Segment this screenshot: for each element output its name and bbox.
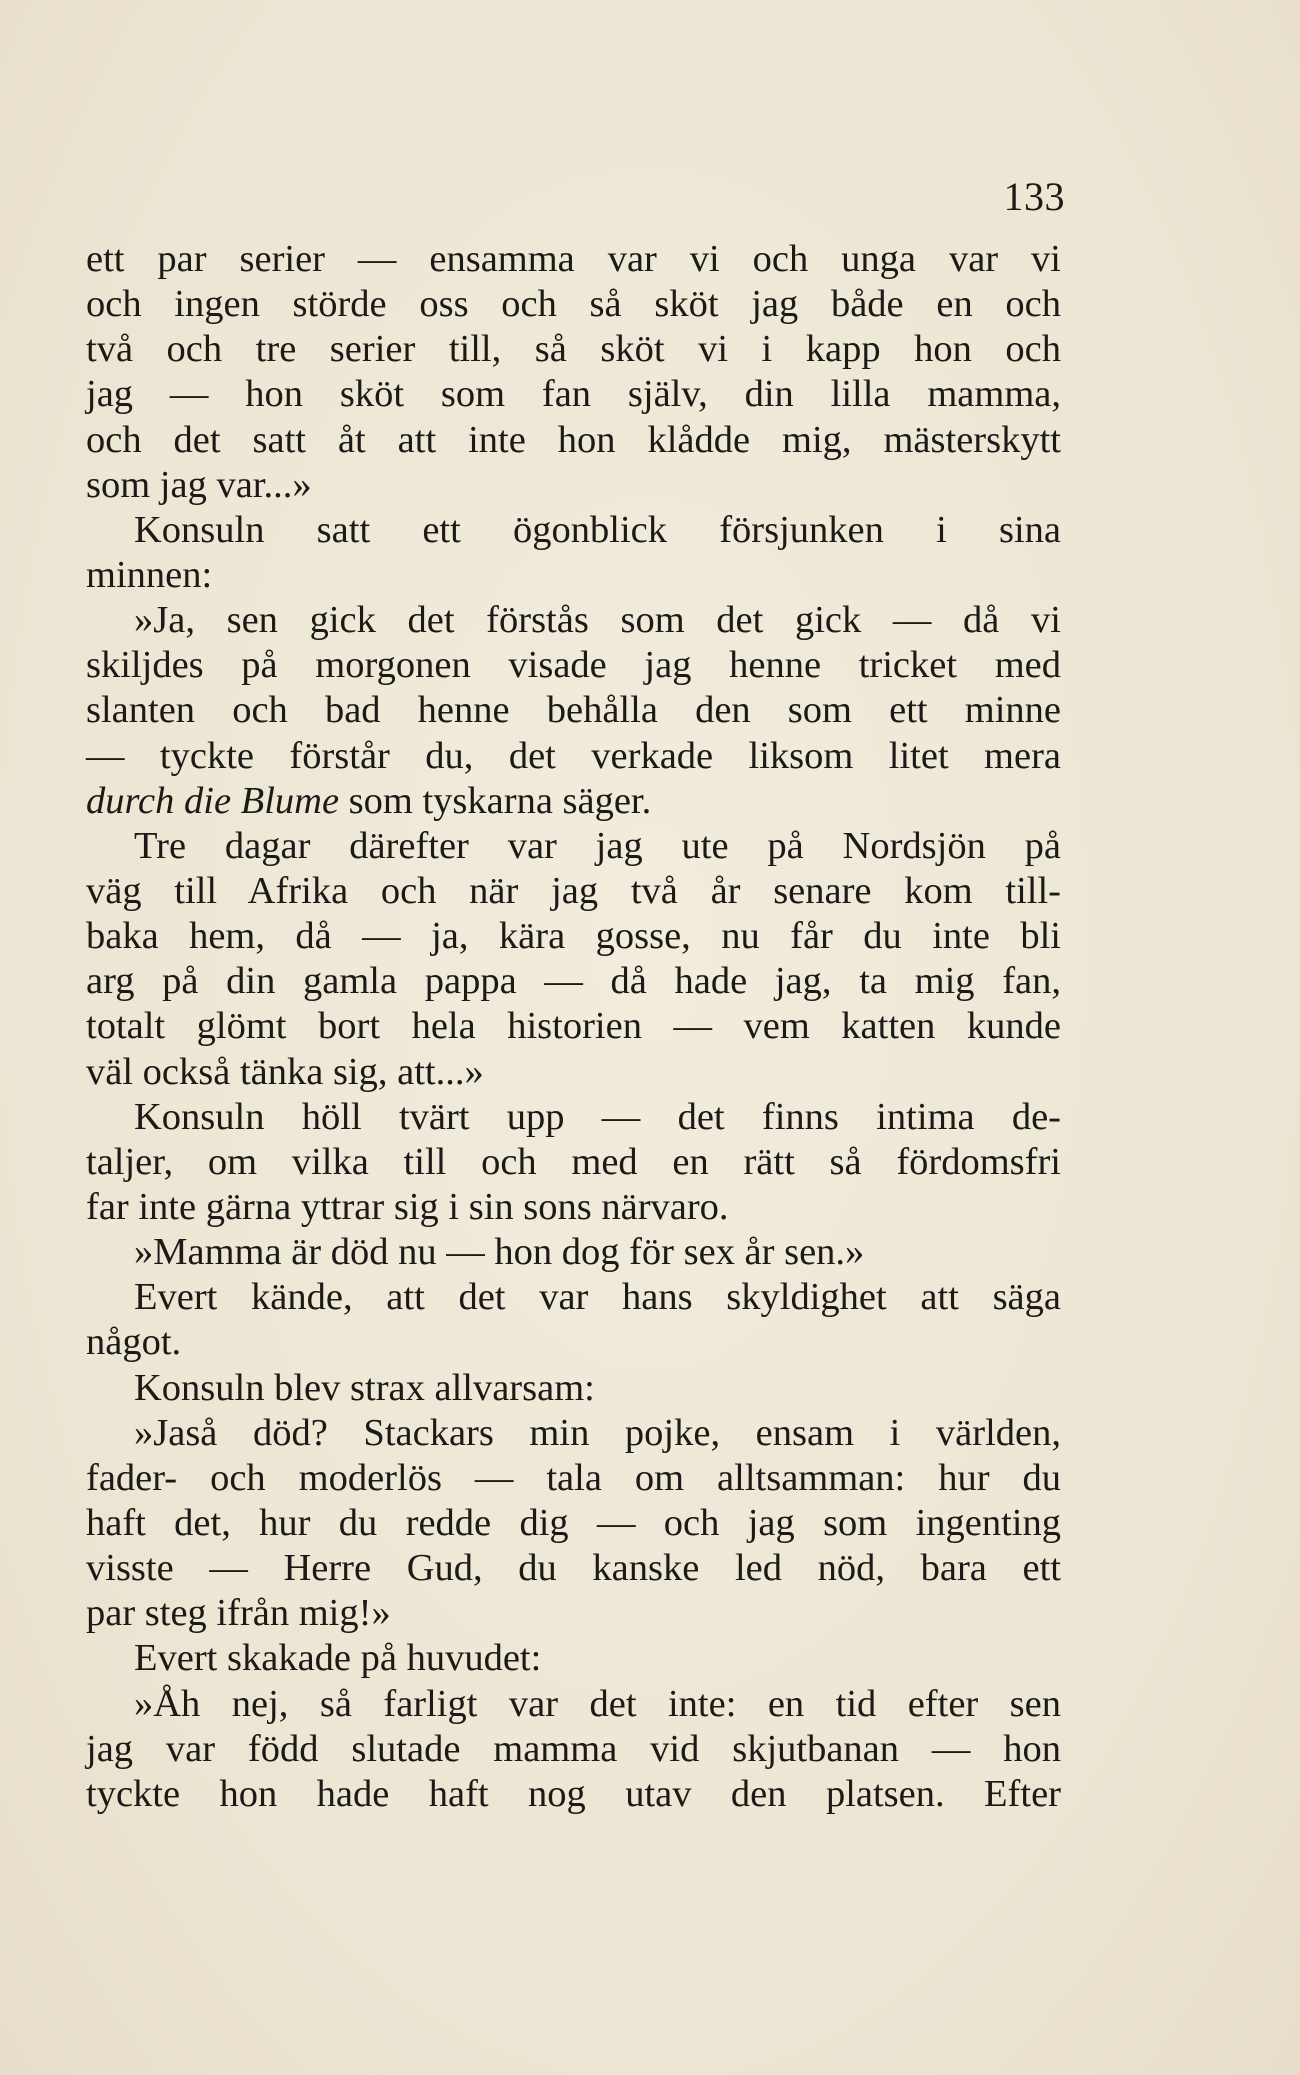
- paragraph-start-line: Evert skakade på huvudet:: [134, 1637, 542, 1680]
- text-line: arg på din gamla pappa — då hade jag, ta mig fan,: [86, 960, 1061, 1003]
- text-line: ett par serier — ensamma var vi och unga var vi: [86, 238, 1061, 280]
- text-line: — tyckte förstår du, det verkade liksom litet mera: [86, 734, 1061, 777]
- text-line: baka hem, då — ja, kära gosse, nu får du inte bli: [86, 915, 1061, 958]
- text-line: något.: [86, 1321, 182, 1364]
- text-line: och ingen störde oss och så sköt jag både en och: [86, 283, 1061, 326]
- text-line: minnen:: [86, 553, 213, 596]
- paragraph-start-line: »Åh nej, så farligt var det inte: en tid efter sen: [134, 1682, 1061, 1725]
- text-line: haft det, hur du redde dig — och jag som ingenting: [86, 1501, 1061, 1544]
- text-line: väl också tänka sig, att...»: [86, 1050, 484, 1093]
- text-line: visste — Herre Gud, du kanske led nöd, bara ett: [86, 1547, 1061, 1590]
- paragraph-start-line: Tre dagar därefter var jag ute på Nordsjön på: [134, 824, 1061, 867]
- italic-phrase: durch die Blume: [86, 779, 340, 822]
- text-line: tyckte hon hade haft nog utav den platsen. Efter: [86, 1772, 1061, 1815]
- paragraph-start-line: Konsuln blev strax allvarsam:: [134, 1366, 595, 1409]
- text-line: jag var född slutade mamma vid skjutbanan — hon: [86, 1727, 1061, 1770]
- text-line: taljer, om vilka till och med en rätt så fördomsfri: [86, 1140, 1061, 1183]
- text-line-tail: som tyskarna säger.: [339, 779, 652, 822]
- text-line: som jag var...»: [86, 463, 312, 506]
- text-line: och det satt åt att inte hon klådde mig, mästerskytt: [86, 418, 1061, 461]
- text-line: jag — hon sköt som fan själv, din lilla mamma,: [86, 373, 1061, 416]
- page-number: 133: [1003, 174, 1065, 219]
- text-line: totalt glömt bort hela historien — vem katten kunde: [86, 1005, 1061, 1048]
- text-line: far inte gärna yttrar sig i sin sons närvaro.: [86, 1185, 729, 1228]
- text-line: par steg ifrån mig!»: [86, 1592, 391, 1635]
- text-line: fader- och moderlös — tala om alltsamman: hur du: [86, 1456, 1061, 1499]
- text-line: väg till Afrika och när jag två år senare kom till-: [86, 869, 1061, 912]
- body-text: [86, 237, 1061, 1817]
- paragraph-start-line: »Mamma är död nu — hon dog för sex år sen.»: [134, 1231, 865, 1274]
- text-line: [86, 779, 1061, 824]
- paragraph-start-line: Konsuln höll tvärt upp — det finns intima de-: [134, 1095, 1061, 1138]
- text-line: skiljdes på morgonen visade jag henne tricket med: [86, 644, 1061, 687]
- paragraph-start-line: »Jaså död? Stackars min pojke, ensam i världen,: [134, 1411, 1061, 1454]
- text-line: slanten och bad henne behålla den som ett minne: [86, 689, 1061, 732]
- paragraph-start-line: »Ja, sen gick det förstås som det gick — då vi: [134, 599, 1061, 642]
- text-line: två och tre serier till, så sköt vi i kapp hon och: [86, 328, 1061, 371]
- paragraph-start-line: Konsuln satt ett ögonblick försjunken i sina: [134, 508, 1061, 551]
- paragraph-start-line: Evert kände, att det var hans skyldighet att säga: [134, 1276, 1061, 1319]
